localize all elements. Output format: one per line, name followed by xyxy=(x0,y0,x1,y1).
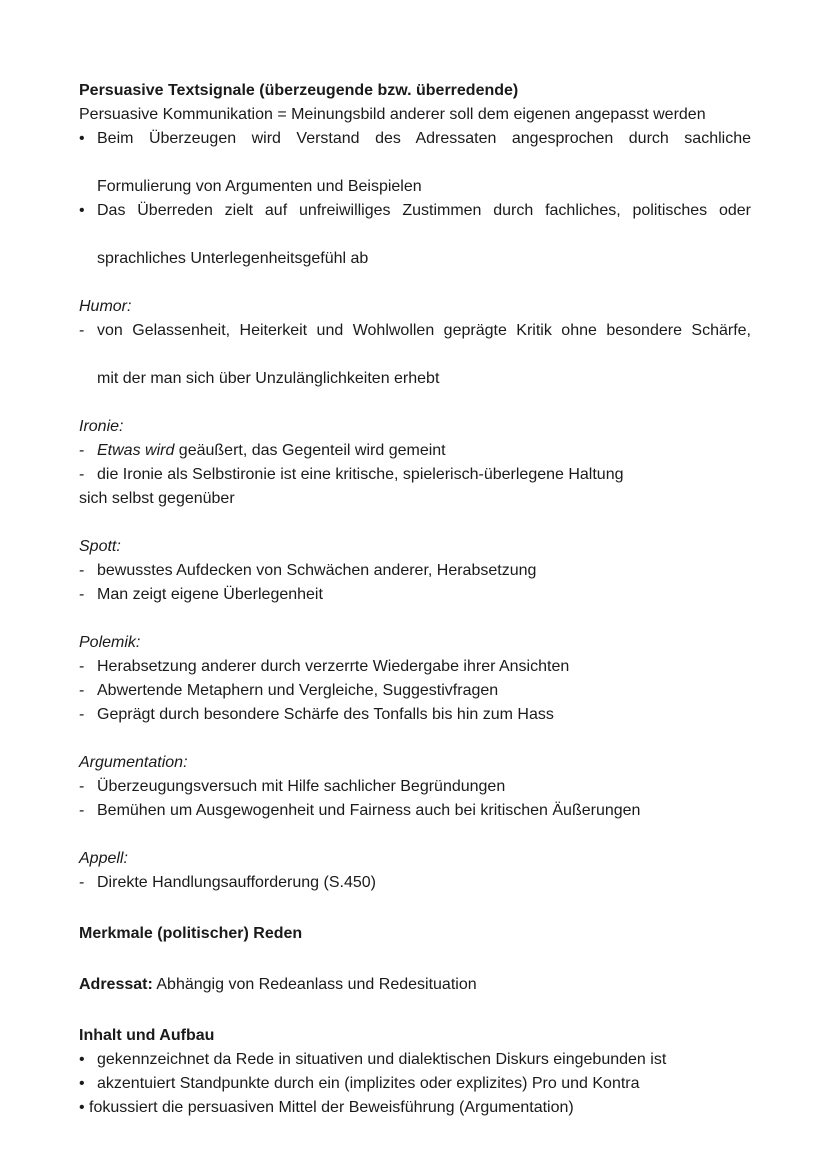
dash-marker: - xyxy=(79,658,85,675)
persuasive-definition: Persuasive Kommunikation = Meinungsbild anderer soll dem eigenen angepasst werden xyxy=(79,106,706,123)
list-item xyxy=(79,775,751,799)
list-item-text: mit der man sich über Unzulänglichkeiten erhebt xyxy=(97,370,440,387)
list-item-text: gekennzeichnet da Rede in situativen und dialektischen Diskurs eingebunden ist xyxy=(97,1051,667,1068)
bullet-marker: • xyxy=(79,130,85,147)
list-item-text: Geprägt durch besondere Schärfe des Tonfalls bis hin zum Hass xyxy=(97,706,554,723)
list-item-text: Bemühen um Ausgewogenheit und Fairness auch bei kritischen Äußerungen xyxy=(97,802,641,819)
list-item-text: Das Überreden zielt auf unfreiwilliges Zustimmen durch fachliches, politisches oder xyxy=(97,202,751,219)
list-item xyxy=(79,799,751,823)
list-item-text: von Gelassenheit, Heiterkeit und Wohlwollen geprägte Kritik ohne besondere Schärfe, xyxy=(97,322,751,339)
list-item xyxy=(79,871,751,895)
dash-marker: - xyxy=(79,562,85,579)
section-heading-inhalt: Inhalt und Aufbau xyxy=(79,1027,215,1044)
list-item-text: Beim Überzeugen wird Verstand des Adressaten angesprochen durch sachliche xyxy=(97,130,751,147)
list-item-text: Formulierung von Argumenten und Beispielen xyxy=(97,178,422,195)
list-item xyxy=(79,559,751,583)
document-page xyxy=(79,79,751,1120)
adressat-line xyxy=(79,973,751,997)
list-item xyxy=(79,679,751,703)
adressat-text: Abhängig von Redeanlass und Redesituation xyxy=(152,976,477,993)
dash-marker: - xyxy=(79,682,85,699)
bullet-marker: • xyxy=(79,1075,85,1092)
list-item xyxy=(79,319,751,391)
section-heading-argumentation: Argumentation: xyxy=(79,754,188,771)
list-item-text: die Ironie als Selbstironie ist eine kritische, spielerisch-überlegene Haltung xyxy=(97,466,624,483)
list-item xyxy=(79,127,751,199)
adressat-label: Adressat: xyxy=(79,976,153,993)
section-heading-appell: Appell: xyxy=(79,850,128,867)
list-item xyxy=(79,1072,751,1096)
list-item xyxy=(79,463,751,487)
bullet-marker: • xyxy=(79,202,85,219)
list-item xyxy=(79,439,751,463)
section-heading-spott: Spott: xyxy=(79,538,121,555)
dash-marker: - xyxy=(79,874,85,891)
dash-marker: - xyxy=(79,442,85,459)
list-item-text: sprachliches Unterlegenheitsgefühl ab xyxy=(97,250,369,267)
list-item xyxy=(79,583,751,607)
dash-marker: - xyxy=(79,322,85,339)
list-item-text: akzentuiert Standpunkte durch ein (implizites oder explizites) Pro und Kontra xyxy=(97,1075,640,1092)
list-item-text: Direkte Handlungsaufforderung (S.450) xyxy=(97,874,376,891)
dash-marker: - xyxy=(79,586,85,603)
dash-marker: - xyxy=(79,778,85,795)
bullet-marker: • xyxy=(79,1051,85,1068)
list-item-text: geäußert, das Gegenteil wird gemeint xyxy=(174,442,446,459)
section-heading-persuasive: Persuasive Textsignale (überzeugende bzw. überredende) xyxy=(79,82,519,99)
list-item-text: Abwertende Metaphern und Vergleiche, Suggestivfragen xyxy=(97,682,499,699)
dash-marker: - xyxy=(79,802,85,819)
section-heading-polemik: Polemik: xyxy=(79,634,141,651)
dash-marker: - xyxy=(79,706,85,723)
italic-phrase: Etwas wird xyxy=(97,442,175,459)
dash-marker: - xyxy=(79,466,85,483)
list-item-text: bewusstes Aufdecken von Schwächen anderer, Herabsetzung xyxy=(97,562,537,579)
list-item-text: Man zeigt eigene Überlegenheit xyxy=(97,586,323,603)
section-heading-humor: Humor: xyxy=(79,298,132,315)
list-item xyxy=(79,655,751,679)
section-heading-ironie: Ironie: xyxy=(79,418,124,435)
list-item xyxy=(79,1048,751,1072)
list-item-unindented: • fokussiert die persuasiven Mittel der Beweisführung (Argumentation) xyxy=(79,1099,574,1116)
list-item-text: Überzeugungsversuch mit Hilfe sachlicher Begründungen xyxy=(97,778,506,795)
section-heading-reden: Merkmale (politischer) Reden xyxy=(79,925,303,942)
list-item xyxy=(79,703,751,727)
list-item xyxy=(79,199,751,271)
continuation-text: sich selbst gegenüber xyxy=(79,490,235,507)
list-item-text: Herabsetzung anderer durch verzerrte Wiedergabe ihrer Ansichten xyxy=(97,658,570,675)
